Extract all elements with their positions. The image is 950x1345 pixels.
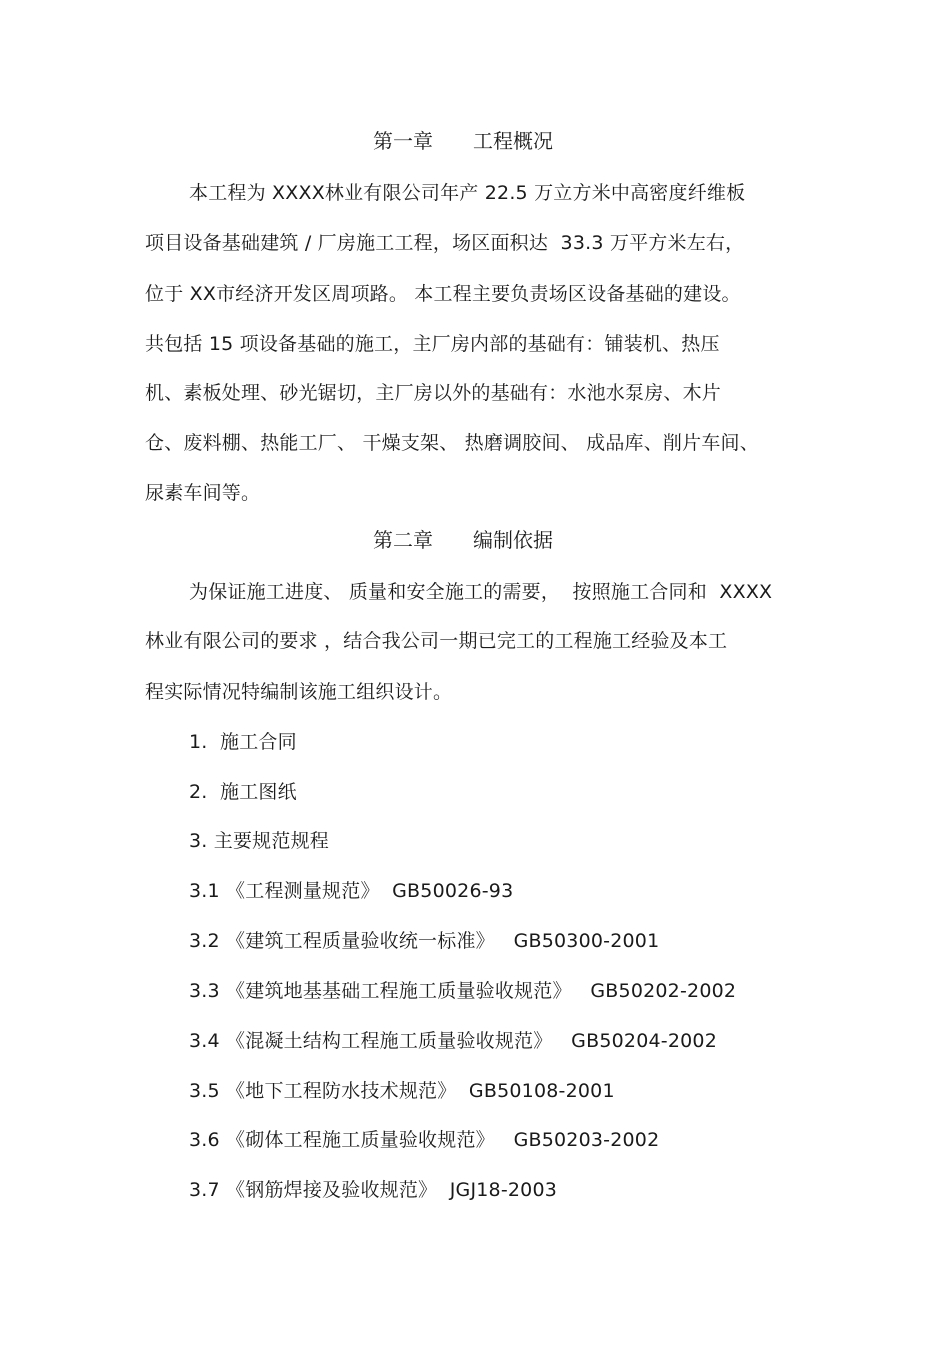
list-item: 2. 施工图纸 xyxy=(189,781,297,803)
chapter-1-paragraph-line: 共包括 15 项设备基础的施工，主厂房内部的基础有：铺装机、热压 xyxy=(145,333,720,355)
list-item: 3.6 《砌体工程施工质量验收规范》 GB50203-2002 xyxy=(189,1129,660,1151)
list-item: 1. 施工合同 xyxy=(189,731,297,753)
chapter-2-paragraph-line: 为保证施工进度、 质量和安全施工的需要， 按照施工合同和 XXXX xyxy=(189,581,773,603)
chapter-1-paragraph-line: 位于 XX市经济开发区周项路。 本工程主要负责场区设备基础的建设。 xyxy=(145,283,741,305)
list-item: 3.7 《钢筋焊接及验收规范》 JGJ18-2003 xyxy=(189,1179,558,1201)
chapter-1-paragraph-line: 仓、废料棚、热能工厂、 干燥支架、 热磨调胶间、 成品库、削片车间、 xyxy=(145,432,759,454)
chapter-2-title: 第二章 编制依据 xyxy=(373,528,553,552)
list-item: 3.3 《建筑地基基础工程施工质量验收规范》 GB50202-2002 xyxy=(189,980,737,1002)
list-item: 3. 主要规范规程 xyxy=(189,830,329,852)
chapter-1-paragraph-line: 本工程为 XXXX林业有限公司年产 22.5 万立方米中高密度纤维板 xyxy=(189,182,746,204)
chapter-2-paragraph-line: 程实际情况特编制该施工组织设计。 xyxy=(145,681,453,703)
list-item: 3.1 《工程测量规范》 GB50026-93 xyxy=(189,880,514,902)
chapter-1-paragraph-line: 尿素车间等。 xyxy=(145,482,261,504)
chapter-1-paragraph-line: 机、素板处理、砂光锯切，主厂房以外的基础有：水池水泵房、木片 xyxy=(145,382,722,404)
chapter-2-paragraph-line: 林业有限公司的要求 ，结合我公司一期已完工的工程施工经验及本工 xyxy=(145,630,728,652)
list-item: 3.5 《地下工程防水技术规范》 GB50108-2001 xyxy=(189,1080,615,1102)
list-item: 3.2 《建筑工程质量验收统一标准》 GB50300-2001 xyxy=(189,930,660,952)
list-item: 3.4 《混凝土结构工程施工质量验收规范》 GB50204-2002 xyxy=(189,1030,717,1052)
chapter-1-paragraph-line: 项目设备基础建筑 / 厂房施工工程，场区面积达 33.3 万平方米左右， xyxy=(145,232,745,254)
chapter-1-title: 第一章 工程概况 xyxy=(373,129,553,153)
